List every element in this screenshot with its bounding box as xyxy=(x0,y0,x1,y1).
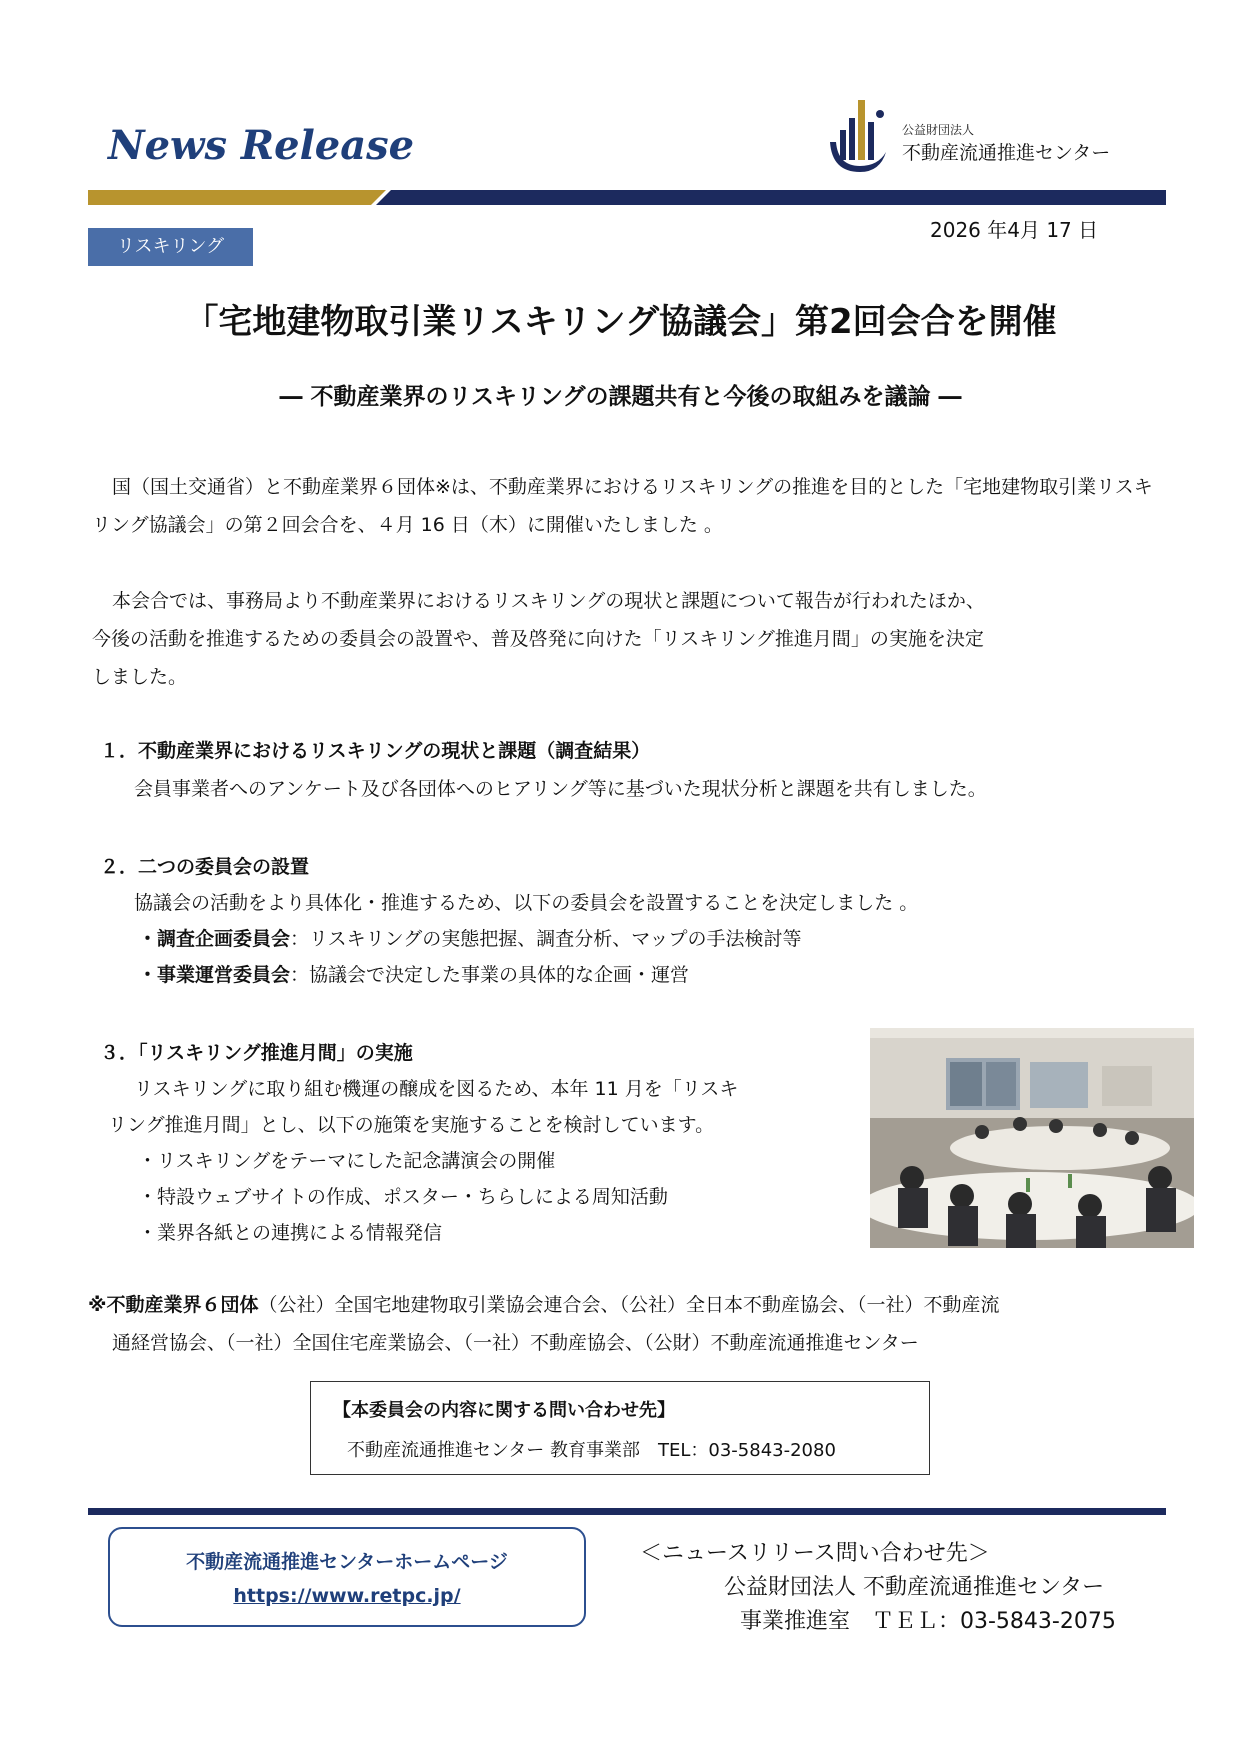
committee-item-1 xyxy=(138,924,802,951)
inquiry-heading: 【本委員会の内容に関する問い合わせ先】 xyxy=(333,1400,675,1421)
section-1-body: 会員事業者へのアンケート及び各団体へのヒアリング等に基づいた現状分析と課題を共有しました。 xyxy=(134,778,987,800)
committee-item-2 xyxy=(138,960,689,987)
section-3-heading: ３．「リスキリング推進月間」の実施 xyxy=(100,1042,413,1064)
meeting-photo xyxy=(870,1028,1194,1248)
page-subtitle: ― 不動産業界のリスキリングの課題共有と今後の取組みを議論 ― xyxy=(279,384,962,410)
footnote-line-1 xyxy=(88,1290,1000,1317)
section-3-body-line-1: リスキリングに取り組む機運の醸成を図るため、本年 11 月を「リスキ xyxy=(134,1078,739,1100)
category-tag: リスキリング xyxy=(88,228,253,266)
inquiry-box xyxy=(310,1381,930,1475)
page-title: 「宅地建物取引業リスキリング協議会」第2回会合を開催 xyxy=(184,302,1057,342)
release-date: 2026 年4月 17 日 xyxy=(930,218,1099,242)
news-release-heading: News Release xyxy=(108,122,415,169)
homepage-title: 不動産流通推進センターホームページ xyxy=(186,1551,508,1573)
committee-item-2-label: ・事業運営委員会 xyxy=(138,964,291,986)
section-1-heading: １．不動産業界におけるリスキリングの現状と課題（調査結果） xyxy=(100,740,651,762)
committee-item-1-label: ・調査企画委員会 xyxy=(138,928,291,950)
section-2-heading: ２．二つの委員会の設置 xyxy=(100,856,310,878)
measure-item-1: ・リスキリングをテーマにした記念講演会の開催 xyxy=(138,1150,556,1172)
measure-item-3: ・業界各紙との連携による情報発信 xyxy=(138,1222,443,1244)
measure-item-2: ・特設ウェブサイトの作成、ポスター・ちらしによる周知活動 xyxy=(138,1186,668,1208)
committee-item-1-text: ：リスキリングの実態把握、調査分析、マップの手法検討等 xyxy=(290,928,802,950)
section-3-body-line-2: リング推進月間」とし、以下の施策を実施することを検討しています。 xyxy=(108,1114,715,1136)
footnote-text-1: （公社）全国宅地建物取引業協会連合会、（公社）全日本不動産協会、（一社）不動産流 xyxy=(258,1294,1000,1316)
press-contact-dept: 事業推進室 ＴＥＬ：03-5843-2075 xyxy=(740,1609,1116,1634)
intro-paragraph-2-line-3: しました。 xyxy=(92,666,188,688)
committee-item-2-text: ：協議会で決定した事業の具体的な企画・運営 xyxy=(290,964,690,986)
building-bars-logo-icon xyxy=(828,92,888,176)
press-contact-heading: ＜ニュースリリース問い合わせ先＞ xyxy=(640,1541,990,1566)
inquiry-contact: 不動産流通推進センター 教育事業部 TEL：03-5843-2080 xyxy=(347,1440,836,1461)
org-name-label: 不動産流通推進センター xyxy=(902,142,1111,164)
intro-paragraph-2-line-2: 今後の活動を推進するための委員会の設置や、普及啓発に向けた「リスキリング推進月間」の実施を決定 xyxy=(92,628,984,650)
homepage-link[interactable]: https://www.retpc.jp/ xyxy=(233,1585,461,1607)
footnote-label: ※不動産業界６団体 xyxy=(88,1294,259,1316)
header-band xyxy=(88,190,1166,205)
press-contact-org: 公益財団法人 不動産流通推進センター xyxy=(724,1575,1105,1600)
intro-paragraph-1: 国（国土交通省）と不動産業界６団体※は、不動産業界におけるリスキリングの推進を目的とした「宅地建物取引業リスキリング協議会」の第２回会合を、４月 16 日（木）に開催いたしました 。 xyxy=(92,476,1153,536)
homepage-box xyxy=(108,1527,586,1627)
section-2-body: 協議会の活動をより具体化・推進するため、以下の委員会を設置することを決定しました 。 xyxy=(134,892,919,914)
org-type-label: 公益財団法人 xyxy=(902,123,975,137)
footer-divider xyxy=(88,1508,1166,1515)
intro-paragraph-2-line-1: 本会合では、事務局より不動産業界におけるリスキリングの現状と課題について報告が行われたほか、 xyxy=(112,590,985,612)
footnote-line-2: 通経営協会、（一社）全国住宅産業協会、（一社）不動産協会、（公財）不動産流通推進センター xyxy=(112,1332,919,1354)
